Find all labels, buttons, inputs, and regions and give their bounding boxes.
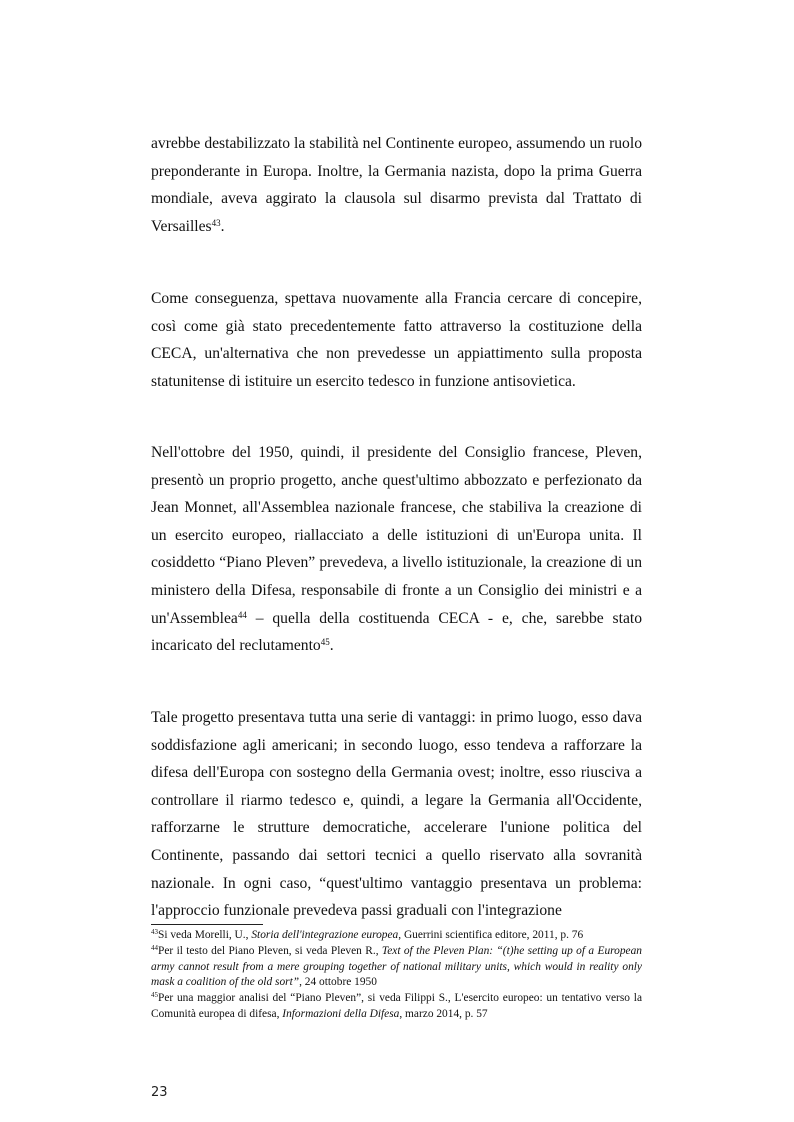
footnote-reference[interactable]: 44 — [237, 609, 247, 620]
footnote-title: Text of the Pleven Plan: “(t)he setting up of a European army cannot result from a mere grouping together of national military units, which would in reality only mask a coalition of the old sort” — [151, 944, 642, 989]
footnote-number: 45 — [151, 991, 158, 1000]
paragraph-text: avrebbe destabilizzato la stabilità nel Continente europeo, assumendo un ruolo preponderante in Europa. Inoltre, la Germania nazista, dopo la prima Guerra mondiale, aveva aggirato la clausola sul disarmo prevista dal Trattato di Versailles — [151, 135, 642, 235]
footnote-reference[interactable]: 45 — [320, 637, 330, 648]
footnote-text: Per una maggior analisi del “Piano Pleven”, si veda Filippi S., L'esercito europeo: un tentativo verso la Comunità europea di difesa, — [151, 992, 642, 1020]
footnote — [151, 991, 642, 1023]
footnote-text: Per il testo del Piano Pleven, si veda Pleven R., — [158, 944, 382, 957]
paragraph-text: – quella della costituenda CECA - e, che, sarebbe stato incaricato del reclutamento — [151, 609, 642, 655]
footnote — [151, 944, 642, 991]
footnote-title: Storia dell'integrazione europea — [251, 929, 399, 941]
footnote-number: 43 — [151, 928, 158, 936]
footnote-text: Si veda Morelli, U., — [158, 929, 252, 941]
footnote-number: 44 — [151, 943, 158, 952]
body-paragraph — [151, 439, 642, 660]
paragraph-text: Tale progetto presentava tutta una serie di vantaggi: in primo luogo, esso dava soddisfazione agli americani; in secondo luogo, esso tendeva a rafforzare la difesa dell'Europa con sostegno della Germania ovest; inoltre, esso riusciva a controllare il riarmo tedesco e, quindi, a legare la Germania all'Occidente, rafforzarne le strutture democratiche, accelerare l'unione politica del Continente, passando dai settori tecnici a quello riservato alla sovranità nazionale. In ogni caso, “quest'ultimo vantaggio presentava un problema: l'approccio funzionale prevedeva passi graduali con l'integrazione — [151, 709, 642, 920]
paragraph-text: . — [329, 637, 334, 655]
footnote-reference[interactable]: 43 — [211, 217, 221, 228]
footnote-text: , Guerrini scientifica editore, 2011, p. 76 — [398, 929, 584, 941]
footnote-separator — [151, 924, 263, 925]
footnotes-section — [151, 928, 642, 1023]
body-paragraph — [151, 285, 642, 395]
paragraph-text: Nell'ottobre del 1950, quindi, il presidente del Consiglio francese, Pleven, presentò un proprio progetto, anche quest'ultimo abbozzato e perfezionato da Jean Monnet, all'Assemblea nazionale francese, che stabiliva la creazione di un esercito europeo, riallacciato a delle istituzioni di un'Europa unita. Il cosiddetto “Piano Pleven” prevedeva, a livello istituzionale, la creazione di un ministero della Difesa, responsabile di fronte a un Consiglio dei ministri e a un'Assemblea — [151, 444, 642, 627]
paragraph-text: Come conseguenza, spettava nuovamente alla Francia cercare di concepire, così come già stato precedentemente fatto attraverso la costituzione della CECA, un'alternativa che non prevedesse un appiattimento sulla proposta statunitense di istituire un esercito tedesco in funzione antisovietica. — [151, 290, 642, 390]
paragraph-text: . — [220, 217, 225, 235]
footnote — [151, 928, 642, 944]
page-number: 23 — [151, 1085, 168, 1100]
footnote-text: , marzo 2014, p. 57 — [399, 1007, 488, 1020]
body-paragraph — [151, 704, 642, 925]
footnote-text: , 24 ottobre 1950 — [299, 976, 377, 989]
body-paragraph — [151, 130, 642, 240]
footnote-title: Informazioni della Difesa — [282, 1007, 400, 1020]
